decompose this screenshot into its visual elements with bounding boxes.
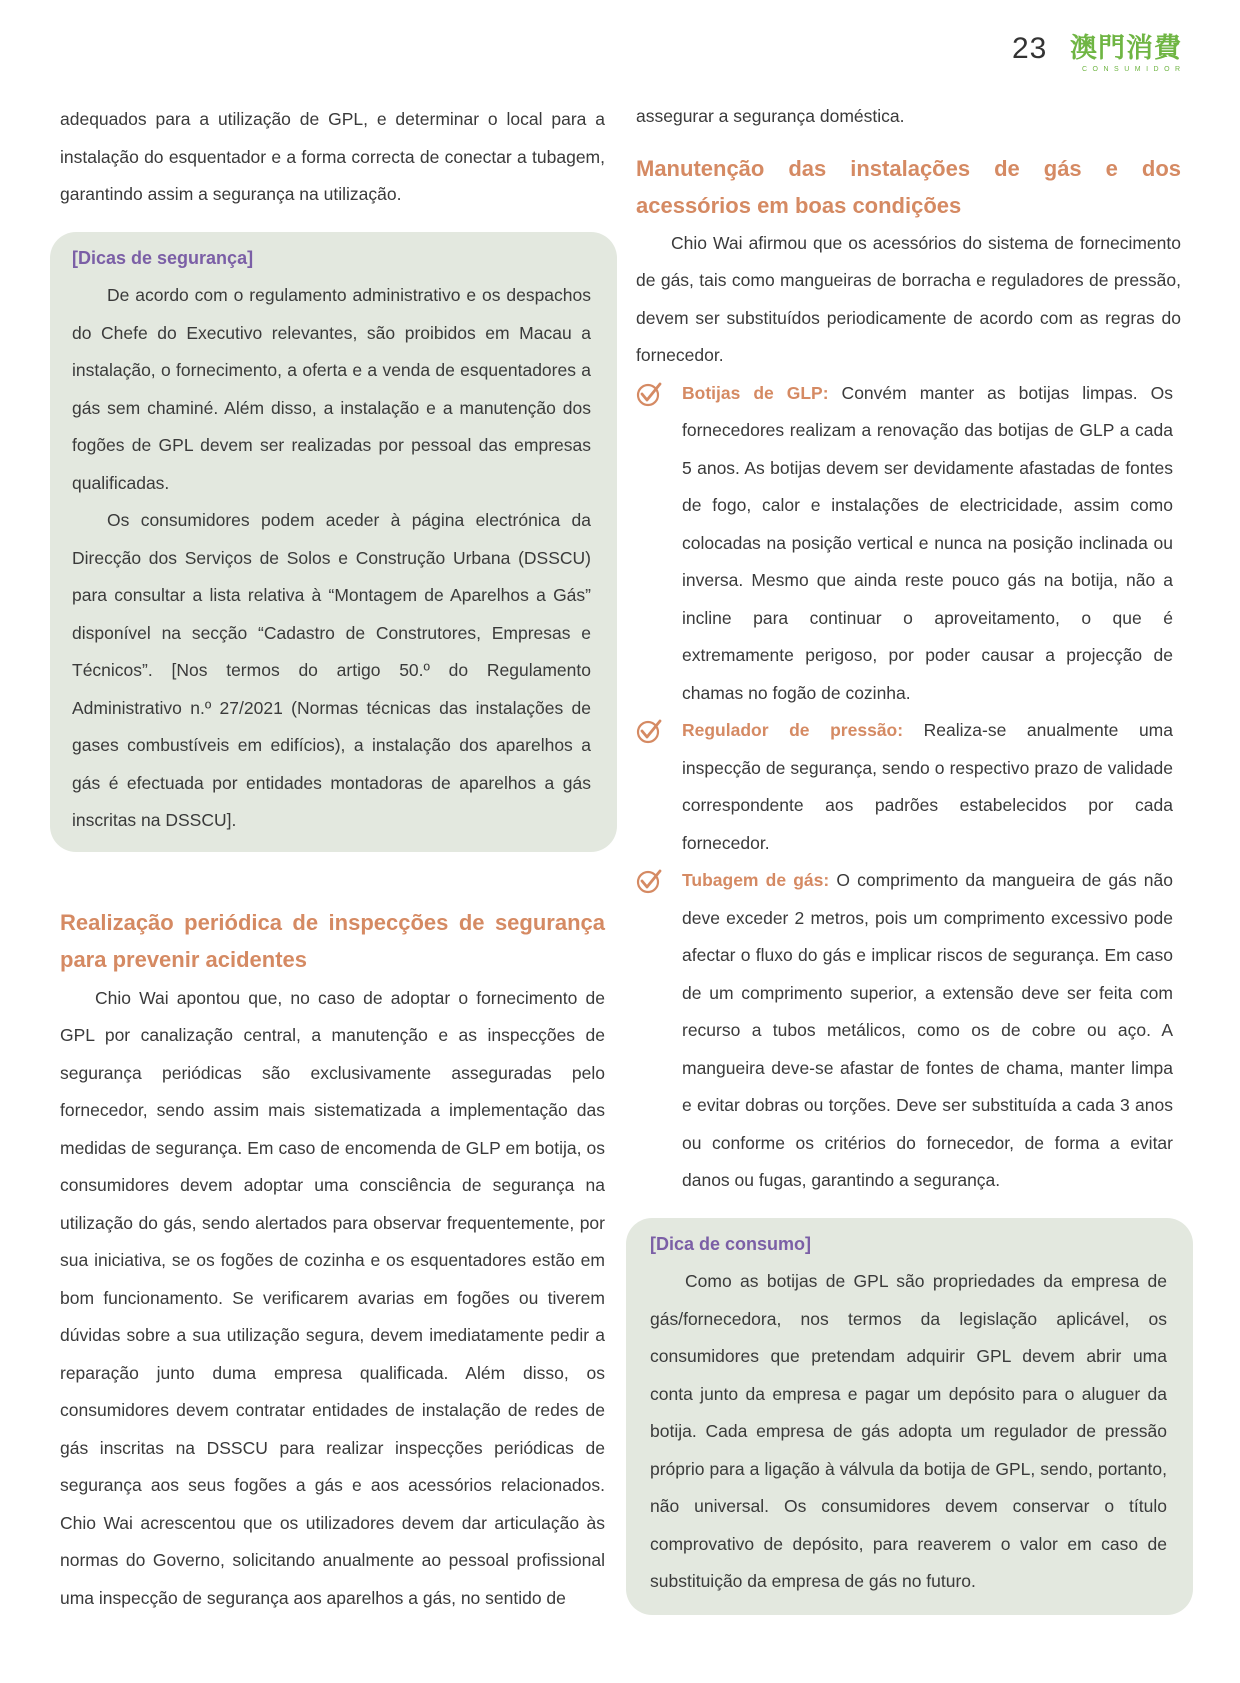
page-number: 23 — [1012, 32, 1048, 65]
check-circle-icon — [636, 868, 662, 894]
continuation-paragraph: assegurar a segurança doméstica. — [636, 106, 905, 126]
maintenance-heading: Manutenção das instalações de gás e dos acessórios em boas condições — [636, 155, 1181, 218]
left-column — [60, 101, 605, 1617]
safety-tips-box — [50, 232, 617, 852]
bullet-label: Botijas de GLP: — [682, 382, 829, 403]
bullet-gas-cylinders — [636, 375, 1181, 713]
bullet-label: Regulador de pressão: — [682, 720, 904, 740]
magazine-logo — [1070, 34, 1192, 78]
bullet-gas-tubing — [636, 862, 1181, 1200]
logo-title: 澳門消費 — [1070, 33, 1182, 64]
intro-paragraph: adequados para a utilização de GPL, e determinar o local para a instalação do esquentador e a forma correcta de conectar a tubagem, garantindo assim a segurança na utilização. — [60, 109, 605, 204]
logo-subtitle: CONSUMIDOR — [1082, 66, 1186, 73]
safety-tips-title: [Dicas de segurança] — [72, 247, 254, 268]
inspection-paragraph: Chio Wai apontou que, no caso de adoptar o fornecimento de GPL por canalização central, a manutenção e as inspecções de segurança periódicas são exclusivamente asseguradas pelo fornecedor, sendo assim mais sistematizada a implementação das medidas de segurança. Em caso de encomenda de GLP em botija, os consumidores devem adoptar uma consciência de segurança na utilização do gás, sendo alertados para observar frequentemente, por sua iniciativa, se os fogões de cozinha e os esquentadores estão em bom funcionamento. Se verificarem avarias em fogões ou tiverem dúvidas sobre a sua utilização segura, devem imediatamente pedir a reparação junto duma empresa qualificada. Além disso, os consumidores devem contratar entidades de instalação de redes de gás inscritas na DSSCU para realizar inspecções periódicas de segurança aos seus fogões a gás e aos acessórios relacionados. Chio Wai acrescentou que os utilizadores devem dar articulação às normas do Governo, solicitando anualmente ao pessoal profissional uma inspecção de segurança aos aparelhos a gás, no sentido de — [60, 987, 605, 1608]
check-circle-icon — [636, 718, 662, 744]
consumer-tip-box — [626, 1218, 1193, 1615]
safety-tips-paragraph-1: De acordo com o regulamento administrativo e os despachos do Chefe do Executivo relevantes, são proibidos em Macau a instalação, o fornecimento, a oferta e a venda de esquentadores a gás sem chaminé. Além disso, a instalação e a manutenção dos fogões de GPL devem ser realizadas por pessoal das empresas qualificadas. — [72, 285, 591, 493]
bullet-text: Convém manter as botijas limpas. Os fornecedores realizam a renovação das botijas de GLP a cada 5 anos. As botijas devem ser devidamente afastadas de fontes de fogo, calor e instalações de electricidade, assim como colocadas na posição vertical e nunca na posição inclinada ou inversa. Mesmo que ainda reste pouco gás na botija, não a incline para continuar o aproveitamento, o que é extremamente perigoso, por poder causar a projecção de chamas no fogão de cozinha. — [682, 382, 1173, 703]
bullet-pressure-regulator — [636, 712, 1181, 862]
safety-tips-paragraph-2: Os consumidores podem aceder à página electrónica da Direcção dos Serviços de Solos e Construção Urbana (DSSCU) para consultar a lista relativa à “Montagem de Aparelhos a Gás” disponível na secção “Cadastro de Construtores, Empresas e Técnicos”. [Nos termos do artigo 50.º do Regulamento Administrativo n.º 27/2021 (Normas técnicas das instalações de gases combustíveis em edifícios), a instalação dos aparelhos a gás é efectuada por entidades montadoras de aparelhos a gás inscritas na DSSCU]. — [72, 510, 591, 830]
right-column — [636, 98, 1181, 1615]
check-circle-icon — [636, 381, 662, 407]
bullet-text: O comprimento da mangueira de gás não deve exceder 2 metros, pois um comprimento excessivo pode afectar o fluxo do gás e implicar riscos de segurança. Em caso de um comprimento superior, a extensão deve ser feita com recurso a tubos metálicos, como os de cobre ou aço. A mangueira deve-se afastar de fontes de chama, manter limpa e evitar dobras ou torções. Deve ser substituída a cada 3 anos ou conforme os critérios do fornecedor, de forma a evitar danos ou fugas, garantindo a segurança. — [682, 870, 1173, 1190]
inspection-heading: Realização periódica de inspecções de segurança para prevenir acidentes — [60, 909, 605, 972]
maintenance-paragraph: Chio Wai afirmou que os acessórios do sistema de fornecimento de gás, tais como mangueiras de borracha e reguladores de pressão, devem ser substituídos periodicamente de acordo com as regras do fornecedor. — [636, 232, 1181, 365]
consumer-tip-title: [Dica de consumo] — [650, 1233, 812, 1254]
bullet-label: Tubagem de gás: — [682, 870, 830, 890]
bullet-text: Realiza-se anualmente uma inspecção de segurança, sendo o respectivo prazo de validade correspondente aos padrões estabelecidos por cada fornecedor. — [682, 720, 1173, 853]
consumer-tip-paragraph: Como as botijas de GPL são propriedades da empresa de gás/fornecedora, nos termos da legislação aplicável, os consumidores que pretendam adquirir GPL devem abrir uma conta junto da empresa e pagar um depósito para o aluguer da botija. Cada empresa de gás adopta um regulador de pressão próprio para a ligação à válvula da botija de GPL, sendo, portanto, não universal. Os consumidores devem conservar o título comprovativo de depósito, para reaverem o valor em caso de substituição da empresa de gás no futuro. — [650, 1271, 1167, 1591]
